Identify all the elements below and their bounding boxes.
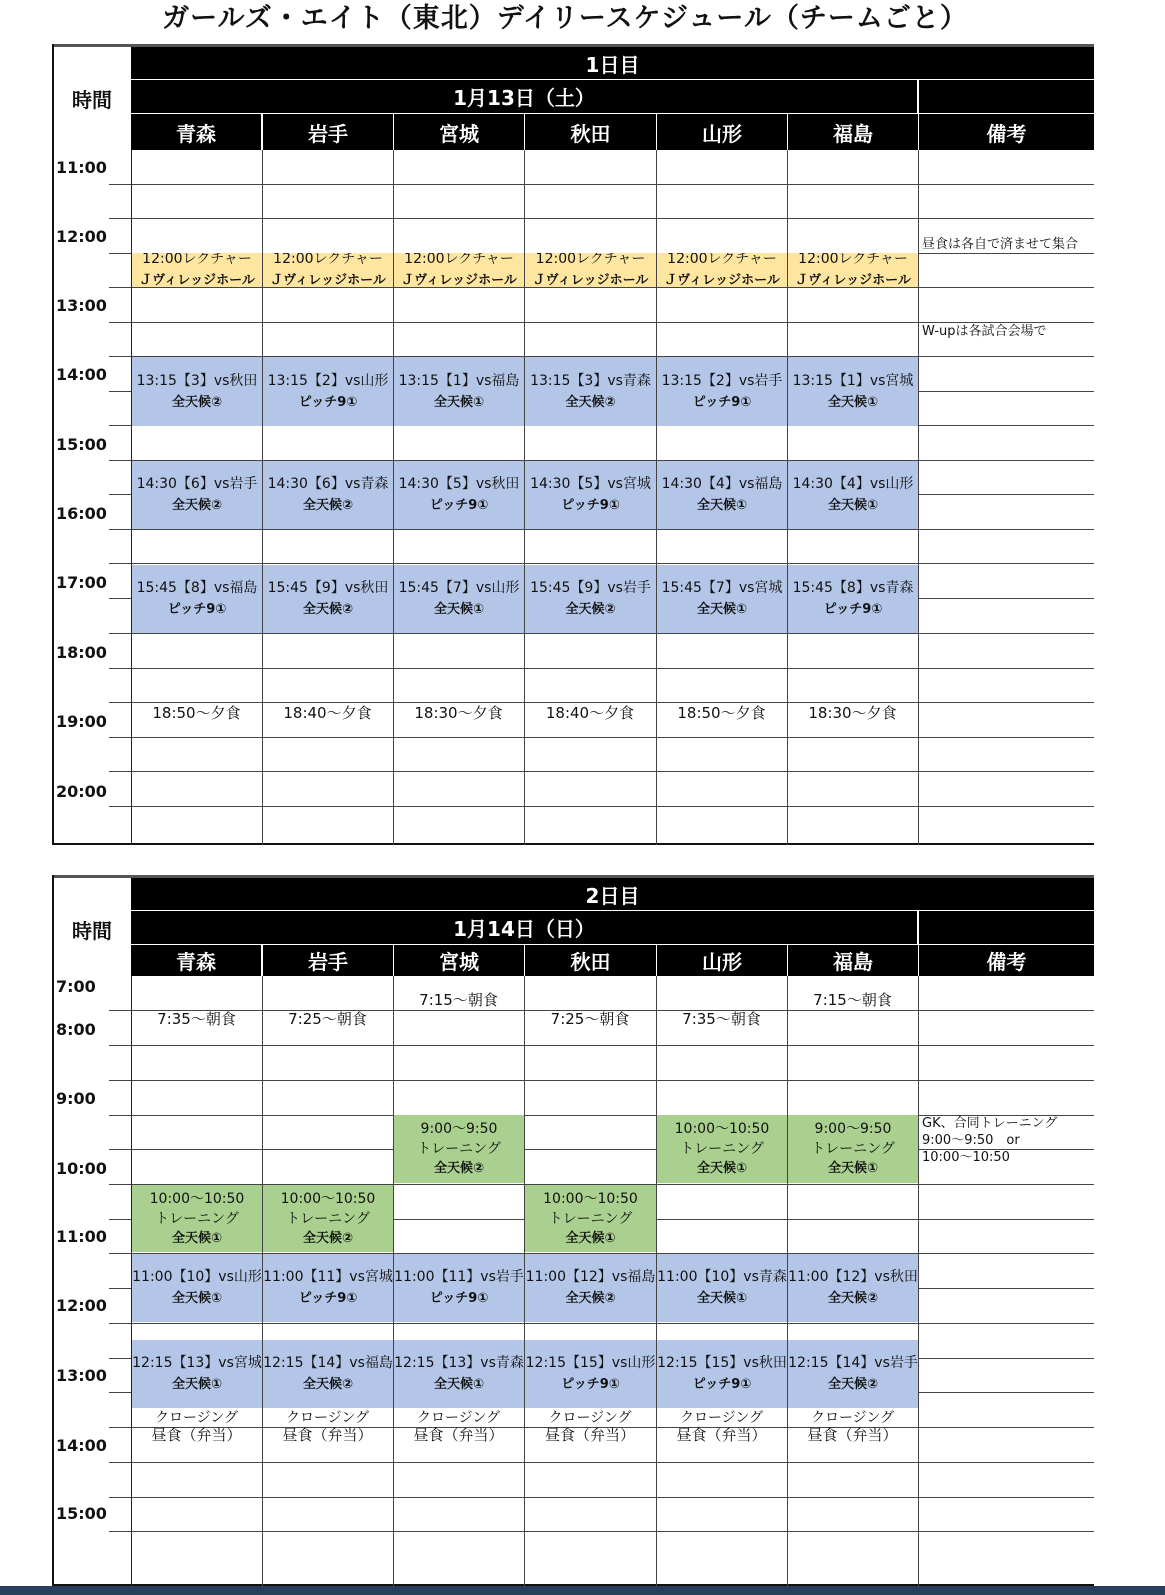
team-header: 宮城 [394, 114, 524, 150]
match-block [263, 1340, 393, 1408]
match-title: 14:30【6】vs青森 [267, 476, 389, 492]
match-venue: 全天候① [696, 1291, 747, 1306]
dinner-time: 18:30～夕食 [808, 704, 897, 722]
grid-row-line [109, 806, 1094, 807]
date-label: 1月13日（土） [131, 80, 917, 113]
grid-row-line [109, 1497, 1094, 1498]
breakfast-time: 7:25～朝食 [288, 1010, 367, 1028]
grid-row-line [109, 1323, 1094, 1324]
time-label: 18:00 [56, 643, 107, 662]
match-venue: ピッチ9① [429, 1291, 489, 1306]
training-venue: 全天候① [565, 1230, 616, 1246]
match-title: 11:00【12】vs福島 [525, 1269, 656, 1285]
training-block [132, 1185, 262, 1252]
training-label: トレーニング [155, 1210, 239, 1227]
time-label: 12:00 [56, 227, 107, 246]
match-block [394, 565, 524, 633]
lecture-block [525, 253, 656, 287]
training-block [788, 1115, 918, 1183]
dinner-time: 18:40～夕食 [545, 704, 635, 722]
match-title: 13:15【2】vs岩手 [661, 372, 783, 389]
dinner-time: 18:50～夕食 [677, 704, 766, 722]
grid-row-line [109, 184, 1094, 185]
note-gk: 10:00～10:50 [922, 1150, 1010, 1165]
day-label: 2日目 [131, 878, 1094, 910]
match-title: 14:30【4】vs福島 [661, 476, 783, 492]
match-block [132, 461, 262, 529]
match-block [525, 357, 656, 426]
match-block [525, 461, 656, 529]
grid-row-line [109, 668, 1094, 669]
grid-row-line [109, 771, 1094, 772]
team-header: 福島 [788, 945, 918, 976]
match-venue: 全天候① [827, 394, 878, 410]
grid-row-line [109, 633, 1094, 634]
match-venue: 全天候② [565, 394, 616, 410]
match-title: 12:15【13】vs宮城 [132, 1355, 262, 1371]
training-venue: 全天候② [302, 1230, 353, 1246]
training-time: 9:00～9:50 [420, 1121, 498, 1137]
training-block [263, 1185, 393, 1252]
match-block [788, 1254, 918, 1322]
grid-row-line [109, 529, 1094, 530]
training-time: 10:00～10:50 [149, 1190, 245, 1207]
lecture-block [132, 253, 262, 287]
grid-row-line [109, 218, 1094, 219]
time-label: 15:00 [56, 1504, 107, 1523]
time-label: 11:00 [56, 1227, 107, 1246]
time-label: 17:00 [56, 573, 107, 592]
match-venue: 全天候② [302, 498, 353, 513]
match-title: 11:00【11】vs宮城 [263, 1269, 393, 1285]
team-header: 宮城 [394, 945, 524, 976]
time-label: 11:00 [56, 158, 107, 177]
match-block [657, 357, 787, 426]
match-venue: 全天候② [565, 602, 616, 617]
time-label: 20:00 [56, 782, 107, 801]
match-venue: 全天候② [302, 1377, 353, 1392]
lecture-venue: Ｊヴィレッジホール [795, 273, 911, 287]
team-header: 福島 [788, 114, 918, 150]
lecture-venue: Ｊヴィレッジホール [270, 273, 386, 287]
match-block [788, 1340, 918, 1408]
match-venue: ピッチ9① [823, 602, 883, 617]
lecture-venue: Ｊヴィレッジホール [139, 273, 255, 287]
match-block [263, 357, 393, 426]
training-block [525, 1185, 656, 1252]
training-venue: 全天候① [171, 1230, 222, 1246]
team-header: 秋田 [525, 114, 656, 150]
training-time: 9:00～9:50 [814, 1121, 892, 1137]
closing-label: クロージング [416, 1410, 501, 1426]
note-gk: GK、合同トレーニング [922, 1116, 1058, 1131]
lunch-label: 昼食（弁当） [544, 1426, 635, 1444]
match-venue: ピッチ9① [692, 1377, 752, 1392]
grid-row-line [109, 1080, 1094, 1081]
lecture-venue: Ｊヴィレッジホール [532, 273, 649, 287]
match-title: 13:15【2】vs山形 [267, 372, 389, 389]
time-label: 8:00 [56, 1020, 96, 1039]
date-notes-blank [919, 80, 1094, 113]
time-header: 時間 [72, 88, 112, 112]
lecture-time: 12:00レクチャー [273, 253, 383, 267]
team-header: 青森 [131, 114, 261, 150]
training-time: 10:00～10:50 [543, 1190, 638, 1207]
match-block [657, 1254, 787, 1322]
note-warmup: W-upは各試合会場で [922, 324, 1047, 339]
match-block [525, 1254, 656, 1322]
match-venue: 全天候② [302, 602, 353, 617]
match-title: 11:00【10】vs青森 [657, 1269, 787, 1285]
notes-header: 備考 [919, 945, 1094, 976]
match-title: 14:30【5】vs秋田 [398, 476, 520, 492]
lecture-block [263, 253, 393, 287]
lecture-block [788, 253, 918, 287]
match-block [788, 357, 918, 426]
closing-label: クロージング [154, 1410, 239, 1426]
training-label: トレーニング [548, 1210, 633, 1227]
page-title: ガールズ・エイト（東北）デイリースケジュール（チームごと） [162, 3, 968, 34]
match-venue: ピッチ9① [429, 498, 489, 513]
match-block [263, 565, 393, 633]
match-block [132, 565, 262, 633]
match-block [525, 565, 656, 633]
match-block [394, 461, 524, 529]
match-block [263, 1254, 393, 1322]
match-title: 15:45【8】vs福島 [136, 580, 258, 596]
time-label: 16:00 [56, 504, 107, 523]
breakfast-time: 7:35～朝食 [157, 1010, 236, 1028]
notes-header: 備考 [919, 114, 1094, 150]
bottom-border [52, 843, 1094, 845]
training-label: トレーニング [680, 1141, 764, 1157]
date-notes-blank [919, 911, 1094, 944]
match-block [657, 1340, 787, 1408]
lunch-label: 昼食（弁当） [676, 1426, 767, 1444]
match-venue: 全天候② [565, 1291, 616, 1306]
dinner-time: 18:50～夕食 [152, 704, 241, 722]
left-border [52, 44, 54, 845]
match-venue: 全天候① [171, 1377, 222, 1392]
match-venue: ピッチ9① [561, 1377, 620, 1392]
match-title: 14:30【6】vs岩手 [136, 476, 258, 492]
match-block [525, 1340, 656, 1408]
lecture-block [394, 253, 524, 287]
match-title: 12:15【13】vs青森 [394, 1355, 524, 1371]
match-block [657, 565, 787, 633]
time-label: 13:00 [56, 296, 107, 315]
match-block [788, 461, 918, 529]
match-block [132, 1254, 262, 1322]
time-label: 19:00 [56, 712, 107, 731]
day2-schedule [52, 875, 1114, 1586]
match-title: 15:45【7】vs宮城 [661, 580, 783, 596]
team-header: 秋田 [525, 945, 656, 976]
lecture-venue: Ｊヴィレッジホール [401, 273, 517, 287]
match-block [394, 357, 524, 426]
grid-row-line [109, 1531, 1094, 1532]
closing-label: クロージング [679, 1410, 764, 1426]
dinner-time: 18:30～夕食 [414, 704, 503, 722]
match-block [657, 461, 787, 529]
match-venue: 全天候① [433, 1377, 484, 1392]
time-label: 13:00 [56, 1366, 107, 1385]
day1-schedule [52, 44, 1114, 845]
lunch-label: 昼食（弁当） [151, 1426, 242, 1444]
match-block [132, 357, 262, 426]
match-venue: 全天候① [433, 394, 484, 410]
match-title: 13:15【1】vs福島 [398, 372, 520, 389]
day-label: 1日目 [131, 47, 1094, 79]
match-venue: 全天候② [171, 394, 222, 410]
lecture-time: 12:00レクチャー [798, 253, 908, 267]
match-title: 13:15【3】vs青森 [530, 372, 651, 389]
training-label: トレーニング [811, 1141, 895, 1157]
breakfast-time: 7:35～朝食 [682, 1010, 761, 1028]
team-header: 岩手 [263, 114, 393, 150]
time-label: 14:00 [56, 365, 107, 384]
grid-row-line [109, 737, 1094, 738]
grid-row-line [109, 702, 1094, 703]
training-venue: 全天候① [827, 1161, 878, 1176]
training-block [394, 1115, 524, 1183]
training-venue: 全天候② [433, 1161, 484, 1176]
closing-label: クロージング [810, 1410, 895, 1426]
training-venue: 全天候① [696, 1161, 747, 1176]
training-label: トレーニング [417, 1141, 501, 1157]
bottom-bar [0, 1586, 1165, 1595]
match-venue: 全天候① [696, 602, 747, 617]
grid-row-line [109, 287, 1094, 288]
match-block [394, 1254, 524, 1322]
match-title: 13:15【3】vs秋田 [136, 372, 258, 389]
grid-col-line [918, 150, 919, 845]
lecture-block [657, 253, 787, 287]
lunch-label: 昼食（弁当） [413, 1426, 504, 1444]
breakfast-time: 7:25～朝食 [550, 1010, 630, 1028]
time-header: 時間 [72, 919, 112, 943]
date-label: 1月14日（日） [131, 911, 917, 944]
time-label: 14:00 [56, 1436, 107, 1455]
training-time: 10:00～10:50 [674, 1121, 770, 1137]
time-label: 10:00 [56, 1159, 107, 1178]
lecture-time: 12:00レクチャー [404, 253, 514, 267]
match-title: 15:45【7】vs山形 [398, 580, 520, 596]
match-venue: 全天候② [827, 1291, 878, 1306]
match-block [132, 1340, 262, 1408]
dinner-time: 18:40～夕食 [283, 704, 372, 722]
match-title: 12:15【15】vs秋田 [657, 1355, 787, 1371]
match-venue: ピッチ9① [167, 602, 227, 617]
lunch-label: 昼食（弁当） [807, 1426, 898, 1444]
match-title: 11:00【11】vs岩手 [394, 1269, 524, 1285]
time-label: 9:00 [56, 1089, 96, 1108]
team-header: 山形 [657, 114, 787, 150]
training-label: トレーニング [286, 1210, 370, 1227]
time-label: 12:00 [56, 1296, 107, 1315]
match-block [394, 1340, 524, 1408]
lecture-venue: Ｊヴィレッジホール [664, 273, 780, 287]
training-block [657, 1115, 787, 1183]
match-title: 12:15【14】vs岩手 [788, 1355, 918, 1371]
breakfast-time: 7:15～朝食 [813, 991, 892, 1009]
match-venue: ピッチ9① [298, 394, 358, 410]
grid-row-line [109, 1462, 1094, 1463]
note-lunch: 昼食は各自で済ませて集合 [922, 237, 1079, 252]
match-venue: ピッチ9① [298, 1291, 358, 1306]
match-title: 14:30【5】vs宮城 [530, 476, 651, 492]
match-title: 13:15【1】vs宮城 [792, 372, 914, 389]
match-venue: ピッチ9① [692, 394, 752, 410]
grid-row-line [109, 1045, 1094, 1046]
breakfast-time: 7:15～朝食 [419, 991, 498, 1009]
match-block [263, 461, 393, 529]
match-block [788, 565, 918, 633]
match-title: 12:15【15】vs山形 [525, 1355, 656, 1371]
left-border [52, 875, 54, 1586]
match-venue: 全天候① [827, 498, 878, 513]
match-title: 12:15【14】vs福島 [263, 1355, 393, 1371]
lecture-time: 12:00レクチャー [142, 253, 252, 267]
match-title: 11:00【10】vs山形 [132, 1269, 262, 1285]
match-venue: 全天候② [827, 1377, 878, 1392]
grid-row-line [109, 563, 1094, 564]
match-venue: 全天候① [171, 1291, 222, 1306]
match-venue: 全天候② [171, 498, 222, 513]
match-title: 14:30【4】vs山形 [792, 476, 914, 492]
lecture-time: 12:00レクチャー [535, 253, 646, 267]
grid-col-line [918, 976, 919, 1586]
closing-label: クロージング [548, 1410, 632, 1426]
match-title: 11:00【12】vs秋田 [788, 1269, 918, 1285]
lecture-time: 12:00レクチャー [667, 253, 777, 267]
note-gk: 9:00～9:50 or [922, 1133, 1020, 1148]
training-time: 10:00～10:50 [280, 1190, 376, 1207]
team-header: 青森 [131, 945, 261, 976]
team-header: 山形 [657, 945, 787, 976]
match-venue: ピッチ9① [561, 498, 620, 513]
lunch-label: 昼食（弁当） [282, 1426, 373, 1444]
match-title: 15:45【9】vs秋田 [267, 580, 389, 596]
match-venue: 全天候① [696, 498, 747, 513]
time-label: 7:00 [56, 977, 96, 996]
team-header: 岩手 [263, 945, 393, 976]
match-title: 15:45【9】vs岩手 [530, 580, 651, 596]
closing-label: クロージング [285, 1410, 370, 1426]
match-title: 15:45【8】vs青森 [792, 580, 914, 596]
match-venue: 全天候① [433, 602, 484, 617]
time-label: 15:00 [56, 435, 107, 454]
